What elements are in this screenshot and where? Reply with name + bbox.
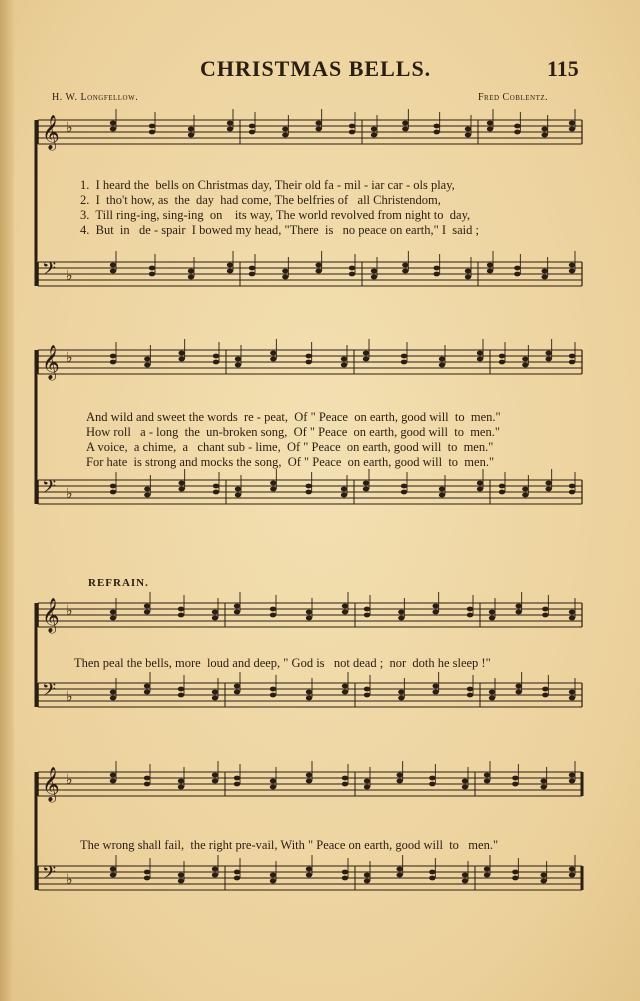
note-head <box>484 779 490 784</box>
note-head <box>433 124 439 129</box>
flat-icon: ♭ <box>66 872 73 888</box>
note-head <box>178 613 184 618</box>
verse-3-line-2: A voice, a chime, a chant sub - lime, Of " Peace on earth, good will to men." <box>86 440 494 454</box>
note-head <box>282 133 288 138</box>
note-head <box>402 263 408 268</box>
note-head <box>541 269 547 274</box>
note-head <box>569 484 575 489</box>
note-head <box>540 879 546 884</box>
note-head <box>341 363 347 368</box>
note-head <box>249 130 255 135</box>
bass-clef-icon: 𝄢 <box>42 863 57 888</box>
note-head <box>110 354 116 359</box>
note-head <box>542 607 548 612</box>
note-head <box>465 269 471 274</box>
note-head <box>569 867 575 872</box>
note-head <box>541 127 547 132</box>
note-head <box>270 481 276 486</box>
note-head <box>467 613 473 618</box>
note-head <box>144 604 150 609</box>
note-head <box>515 690 521 695</box>
note-head <box>465 127 471 132</box>
note-head <box>110 867 116 872</box>
note-head <box>429 776 435 781</box>
note-head <box>540 785 546 790</box>
note-head <box>429 876 435 881</box>
note-head <box>234 690 240 695</box>
note-head <box>439 493 445 498</box>
note-head <box>465 133 471 138</box>
note-head <box>363 351 369 356</box>
note-head <box>188 269 194 274</box>
note-head <box>432 610 438 615</box>
note-head <box>270 687 276 692</box>
note-head <box>178 785 184 790</box>
verse-1-line-1: 1. I heard the bells on Christmas day, Their old fa - mil - iar car - ols play, <box>80 178 455 192</box>
note-head <box>484 773 490 778</box>
note-head <box>315 127 321 132</box>
note-head <box>364 693 370 698</box>
note-head <box>315 263 321 268</box>
note-head <box>144 610 150 615</box>
note-head <box>398 610 404 615</box>
verse-2-line-2: How roll a - long the un-broken song, Of " Peace on earth, good will to men." <box>86 425 500 439</box>
treble-clef-icon: 𝄞 <box>42 115 60 150</box>
note-head <box>110 263 116 268</box>
note-head <box>270 351 276 356</box>
note-head <box>398 690 404 695</box>
note-head <box>569 127 575 132</box>
note-head <box>144 363 150 368</box>
bass-clef-icon: 𝄢 <box>42 259 57 284</box>
note-head <box>402 127 408 132</box>
note-head <box>363 487 369 492</box>
note-head <box>401 484 407 489</box>
note-head <box>213 484 219 489</box>
note-head <box>305 484 311 489</box>
note-head <box>371 269 377 274</box>
note-head <box>178 687 184 692</box>
note-head <box>213 360 219 365</box>
note-head <box>342 776 348 781</box>
note-head <box>315 121 321 126</box>
note-head <box>545 481 551 486</box>
note-head <box>462 873 468 878</box>
note-head <box>341 493 347 498</box>
note-head <box>234 782 240 787</box>
hymn-title: CHRISTMAS BELLS. <box>200 56 432 81</box>
note-head <box>178 351 184 356</box>
note-head <box>270 779 276 784</box>
bass-clef-icon: 𝄢 <box>42 680 57 705</box>
note-head <box>489 690 495 695</box>
note-head <box>249 272 255 277</box>
note-head <box>110 696 116 701</box>
composer-credit: Fred Coblentz. <box>478 92 549 103</box>
note-head <box>178 487 184 492</box>
note-head <box>110 484 116 489</box>
note-head <box>364 785 370 790</box>
note-head <box>235 487 241 492</box>
note-head <box>144 487 150 492</box>
note-head <box>398 616 404 621</box>
note-head <box>234 876 240 881</box>
note-head <box>341 357 347 362</box>
note-head <box>178 879 184 884</box>
note-head <box>398 696 404 701</box>
note-head <box>569 490 575 495</box>
note-head <box>477 481 483 486</box>
note-head <box>512 870 518 875</box>
note-head <box>149 124 155 129</box>
note-head <box>569 610 575 615</box>
note-head <box>144 493 150 498</box>
note-head <box>432 684 438 689</box>
note-head <box>499 484 505 489</box>
note-head <box>342 610 348 615</box>
note-head <box>541 275 547 280</box>
note-head <box>178 607 184 612</box>
note-head <box>364 613 370 618</box>
note-head <box>439 357 445 362</box>
note-head <box>484 867 490 872</box>
note-head <box>234 776 240 781</box>
verse-2-line-1: 2. I tho't how, as the day had come, The belfries of all Christendom, <box>80 193 441 207</box>
note-head <box>305 360 311 365</box>
note-head <box>305 490 311 495</box>
note-head <box>477 351 483 356</box>
note-head <box>545 487 551 492</box>
verse-1-line-2: And wild and sweet the words re - peat, Of " Peace on earth, good will to men." <box>86 410 501 424</box>
flat-icon: ♭ <box>66 689 73 705</box>
note-head <box>499 360 505 365</box>
note-head <box>401 490 407 495</box>
note-head <box>569 773 575 778</box>
note-head <box>515 684 521 689</box>
note-head <box>467 693 473 698</box>
note-head <box>306 696 312 701</box>
note-head <box>306 773 312 778</box>
note-head <box>110 127 116 132</box>
note-head <box>315 269 321 274</box>
note-head <box>212 616 218 621</box>
note-head <box>270 607 276 612</box>
note-head <box>364 873 370 878</box>
note-head <box>569 873 575 878</box>
treble-clef-icon: 𝄞 <box>42 345 60 380</box>
note-head <box>512 776 518 781</box>
note-head <box>364 779 370 784</box>
note-head <box>569 263 575 268</box>
refrain-line-1: Then peal the bells, more loud and deep, " God is not dead ; nor doth he sleep !" <box>74 656 491 670</box>
note-head <box>270 613 276 618</box>
note-head <box>349 124 355 129</box>
note-head <box>545 351 551 356</box>
note-head <box>144 357 150 362</box>
note-head <box>227 127 233 132</box>
note-head <box>401 354 407 359</box>
note-head <box>514 272 520 277</box>
note-head <box>110 690 116 695</box>
note-head <box>433 272 439 277</box>
note-head <box>149 130 155 135</box>
note-head <box>235 493 241 498</box>
note-head <box>433 130 439 135</box>
note-head <box>489 610 495 615</box>
note-head <box>402 121 408 126</box>
note-head <box>371 133 377 138</box>
note-head <box>349 130 355 135</box>
note-head <box>227 269 233 274</box>
note-head <box>569 354 575 359</box>
note-head <box>282 275 288 280</box>
note-head <box>306 867 312 872</box>
note-head <box>349 266 355 271</box>
note-head <box>432 604 438 609</box>
note-head <box>439 363 445 368</box>
note-head <box>342 690 348 695</box>
note-head <box>144 870 150 875</box>
note-head <box>212 867 218 872</box>
note-head <box>282 127 288 132</box>
note-head <box>402 269 408 274</box>
note-head <box>144 876 150 881</box>
note-head <box>149 272 155 277</box>
note-head <box>371 275 377 280</box>
note-head <box>149 266 155 271</box>
note-head <box>512 782 518 787</box>
note-head <box>364 687 370 692</box>
note-head <box>489 616 495 621</box>
note-head <box>542 693 548 698</box>
treble-clef-icon: 𝄞 <box>42 767 60 802</box>
note-head <box>270 487 276 492</box>
note-head <box>467 687 473 692</box>
note-head <box>227 263 233 268</box>
note-head <box>212 779 218 784</box>
note-head <box>569 690 575 695</box>
note-head <box>213 490 219 495</box>
note-head <box>110 121 116 126</box>
note-head <box>514 130 520 135</box>
note-head <box>342 684 348 689</box>
bass-clef-icon: 𝄢 <box>42 477 57 502</box>
note-head <box>235 357 241 362</box>
note-head <box>514 124 520 129</box>
note-head <box>144 782 150 787</box>
note-head <box>110 360 116 365</box>
note-head <box>540 779 546 784</box>
note-head <box>306 690 312 695</box>
note-head <box>110 873 116 878</box>
note-head <box>396 867 402 872</box>
note-head <box>178 693 184 698</box>
note-head <box>514 266 520 271</box>
note-head <box>487 121 493 126</box>
note-head <box>541 133 547 138</box>
flat-icon: ♭ <box>66 120 73 136</box>
flat-icon: ♭ <box>66 350 73 366</box>
note-head <box>522 493 528 498</box>
note-head <box>178 779 184 784</box>
note-head <box>487 263 493 268</box>
note-head <box>499 354 505 359</box>
note-head <box>439 487 445 492</box>
note-head <box>234 684 240 689</box>
note-head <box>305 354 311 359</box>
note-head <box>515 610 521 615</box>
note-head <box>342 870 348 875</box>
note-head <box>342 604 348 609</box>
note-head <box>306 873 312 878</box>
note-head <box>188 275 194 280</box>
note-head <box>270 785 276 790</box>
note-head <box>234 604 240 609</box>
note-head <box>110 779 116 784</box>
verse-3-line-1: 3. Till ring-ing, sing-ing on its way, The world revolved from night to day, <box>80 208 471 222</box>
note-head <box>306 616 312 621</box>
note-head <box>396 873 402 878</box>
note-head <box>401 360 407 365</box>
note-head <box>342 876 348 881</box>
note-head <box>212 773 218 778</box>
note-head <box>569 779 575 784</box>
note-head <box>569 616 575 621</box>
note-head <box>270 693 276 698</box>
note-head <box>349 272 355 277</box>
note-head <box>429 782 435 787</box>
note-head <box>396 773 402 778</box>
refrain-line-2: The wrong shall fail, the right pre-vail, With " Peace on earth, good will to men." <box>80 838 499 852</box>
flat-icon: ♭ <box>66 603 73 619</box>
note-head <box>178 481 184 486</box>
note-head <box>270 357 276 362</box>
note-head <box>477 487 483 492</box>
note-head <box>429 870 435 875</box>
note-head <box>270 873 276 878</box>
note-head <box>542 613 548 618</box>
note-head <box>213 354 219 359</box>
note-head <box>569 121 575 126</box>
note-head <box>569 360 575 365</box>
note-head <box>342 782 348 787</box>
note-head <box>212 696 218 701</box>
note-head <box>569 269 575 274</box>
note-head <box>110 269 116 274</box>
note-head <box>144 684 150 689</box>
note-head <box>234 610 240 615</box>
note-head <box>306 779 312 784</box>
verse-4-line-1: 4. But in de - spair I bowed my head, "There is no peace on earth," I said ; <box>80 223 479 237</box>
note-head <box>110 610 116 615</box>
note-head <box>477 357 483 362</box>
note-head <box>234 870 240 875</box>
note-head <box>282 269 288 274</box>
note-head <box>499 490 505 495</box>
note-head <box>227 121 233 126</box>
note-head <box>462 785 468 790</box>
note-head <box>364 879 370 884</box>
note-head <box>540 873 546 878</box>
note-head <box>212 690 218 695</box>
note-head <box>249 124 255 129</box>
note-head <box>212 873 218 878</box>
note-head <box>545 357 551 362</box>
flat-icon: ♭ <box>66 268 73 284</box>
flat-icon: ♭ <box>66 486 73 502</box>
note-head <box>110 490 116 495</box>
note-head <box>433 266 439 271</box>
note-head <box>515 604 521 609</box>
note-head <box>396 779 402 784</box>
note-head <box>178 873 184 878</box>
note-head <box>489 696 495 701</box>
note-head <box>522 487 528 492</box>
note-head <box>144 690 150 695</box>
note-head <box>364 607 370 612</box>
lyricist-credit: H. W. Longfellow. <box>52 92 139 103</box>
refrain-label: REFRAIN. <box>88 577 149 589</box>
note-head <box>542 687 548 692</box>
verse-4-line-2: For hate is strong and mocks the song, Of " Peace on earth, good will to men." <box>86 455 495 469</box>
note-head <box>462 779 468 784</box>
note-head <box>235 363 241 368</box>
note-head <box>522 363 528 368</box>
note-head <box>341 487 347 492</box>
note-head <box>487 269 493 274</box>
flat-icon: ♭ <box>66 772 73 788</box>
note-head <box>188 133 194 138</box>
treble-clef-icon: 𝄞 <box>42 598 60 633</box>
note-head <box>110 773 116 778</box>
note-head <box>371 127 377 132</box>
note-head <box>467 607 473 612</box>
note-head <box>462 879 468 884</box>
note-head <box>512 876 518 881</box>
note-head <box>522 357 528 362</box>
note-head <box>144 776 150 781</box>
note-head <box>363 481 369 486</box>
note-head <box>432 690 438 695</box>
note-head <box>487 127 493 132</box>
note-head <box>306 610 312 615</box>
page-number: 115 <box>547 56 579 81</box>
note-head <box>178 357 184 362</box>
note-head <box>188 127 194 132</box>
note-head <box>212 610 218 615</box>
note-head <box>569 696 575 701</box>
note-head <box>110 616 116 621</box>
note-head <box>249 266 255 271</box>
note-head <box>270 879 276 884</box>
note-head <box>465 275 471 280</box>
note-head <box>484 873 490 878</box>
note-head <box>363 357 369 362</box>
